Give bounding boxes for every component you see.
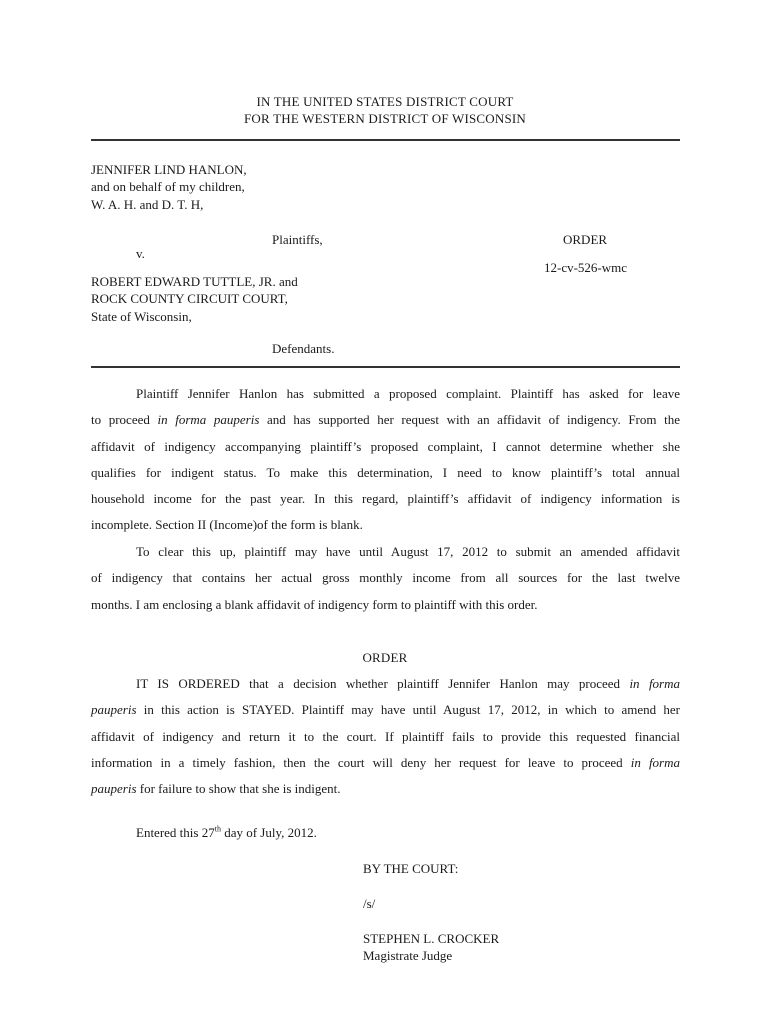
paragraph-1-line-1: Plaintiff Jennifer Hanlon has submitted a proposed complaint. Plaintiff has asked for leave [136, 386, 680, 401]
italic-latin-phrase: pauperis [91, 702, 137, 718]
text-run: in this action is STAYED. Plaintiff may have until August 17, 2012, in which to amend her [136, 702, 680, 718]
paragraph-3 [91, 671, 680, 802]
document-type: ORDER [563, 232, 608, 247]
judge-title: Magistrate Judge [363, 948, 453, 963]
ordinal-suffix: th [214, 824, 221, 834]
paragraph-3-line-4 [91, 750, 680, 776]
plaintiffs-label: Plaintiffs, [272, 232, 323, 247]
plaintiff-line-3: W. A. H. and D. T. H, [91, 197, 204, 212]
text-run: information in a timely fashion, then the court will deny her request for leave to proceed [91, 754, 631, 770]
court-name-line-2: FOR THE WESTERN DISTRICT OF WISCONSIN [244, 111, 526, 126]
paragraph-1 [91, 381, 680, 539]
paragraph-2 [91, 539, 680, 618]
paragraph-1-line-2 [91, 407, 680, 433]
caption-bottom-rule [91, 366, 680, 368]
italic-latin-phrase: pauperis [91, 781, 137, 797]
italic-latin-phrase: in forma [630, 754, 681, 770]
defendant-line-3: State of Wisconsin, [91, 309, 192, 324]
paragraph-3-line-3: affidavit of indigency and return it to the court. If plaintiff fails to provide this requested financial [91, 728, 680, 744]
paragraph-2-line-2: of indigency that contains her actual gross monthly income from all sources for the last twelve [91, 570, 680, 586]
caption-top-rule [91, 139, 680, 141]
versus-label: v. [136, 246, 145, 261]
italic-latin-phrase: in forma pauperis [157, 412, 260, 428]
paragraph-2-line-1: To clear this up, plaintiff may have until August 17, 2012 to submit an amended affidavit [136, 544, 680, 559]
paragraph-1-line-5: household income for the past year. In this regard, plaintiff’s affidavit of indigency information is [91, 491, 680, 507]
defendant-name: ROBERT EDWARD TUTTLE, JR. and [91, 274, 298, 289]
text-run: day of July, 2012. [220, 825, 317, 840]
defendant-line-2: ROCK COUNTY CIRCUIT COURT, [91, 291, 288, 306]
paragraph-3-line-5 [91, 776, 680, 802]
defendants-label: Defendants. [272, 341, 335, 356]
plaintiff-name: JENNIFER LIND HANLON, [91, 162, 247, 177]
paragraph-1-line-6: incomplete. Section II (Income)of the form is blank. [91, 517, 363, 533]
signature-mark: /s/ [363, 896, 376, 911]
order-heading: ORDER [362, 650, 408, 665]
text-run: for failure to show that she is indigent. [136, 781, 341, 797]
text-run: Entered this 27 [136, 825, 215, 840]
italic-latin-phrase: in forma [629, 676, 680, 691]
by-the-court: BY THE COURT: [363, 861, 459, 876]
text-run: IT IS ORDERED that a decision whether plaintiff Jennifer Hanlon may proceed [136, 676, 630, 691]
paragraph-1-line-3: affidavit of indigency accompanying plaintiff’s proposed complaint, I cannot determine whether she [91, 438, 680, 454]
paragraph-3-line-2 [91, 697, 680, 723]
text-run: to proceed [91, 412, 158, 428]
paragraph-1-line-4: qualifies for indigent status. To make this determination, I need to know plaintiff’s total annual [91, 464, 680, 480]
plaintiff-line-2: and on behalf of my children, [91, 179, 245, 194]
judge-name: STEPHEN L. CROCKER [363, 931, 500, 946]
paragraph-3-line-1 [91, 671, 680, 697]
text-run: and has supported her request with an affidavit of indigency. From the [259, 412, 680, 428]
paragraph-2-line-3: months. I am enclosing a blank affidavit of indigency form to plaintiff with this order. [91, 596, 538, 612]
entered-date-line [136, 825, 317, 841]
court-name-line-1: IN THE UNITED STATES DISTRICT COURT [256, 94, 514, 109]
case-number: 12-cv-526-wmc [544, 260, 628, 275]
